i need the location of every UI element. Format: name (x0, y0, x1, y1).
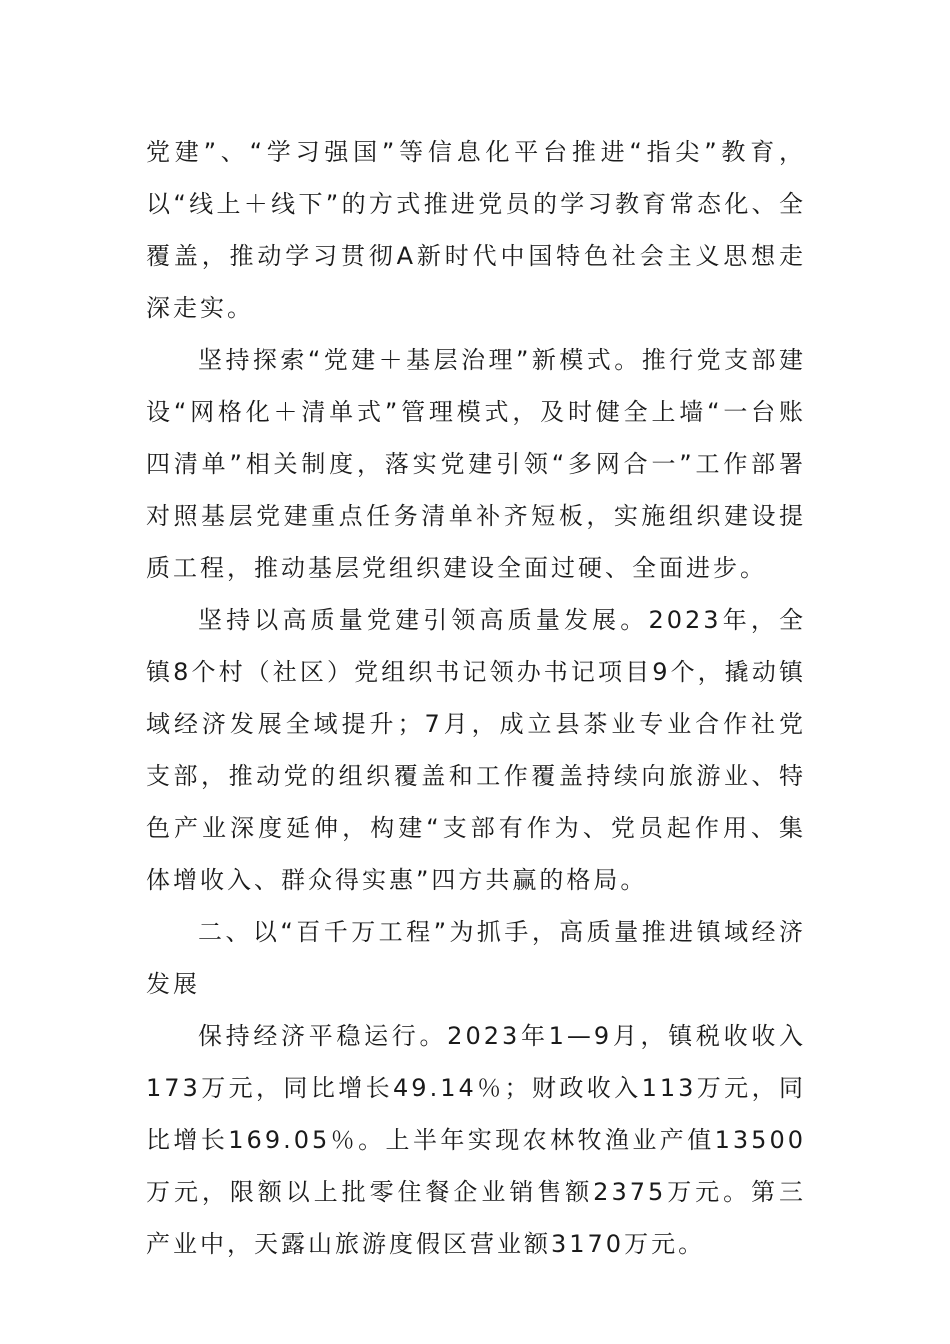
document-body (146, 126, 806, 1270)
paragraph-party-development: 坚持以高质量党建引领高质量发展。2023年，全镇8个村（社区）党组织书记领办书记项目9个，撬动镇域经济发展全域提升；7月，成立县茶业专业合作社党支部，推动党的组织覆盖和工作覆盖持续向旅游业、特色产业深度延伸，构建“支部有作为、党员起作用、集体增收入、群众得实惠”四方共赢的格局。 (146, 606, 806, 894)
paragraph-economy-stats: 保持经济平稳运行。2023年1—9月，镇税收收入173万元，同比增长49.14％；财政收入113万元，同比增长169.05％。上半年实现农林牧渔业产值13500万元，限额以上批零住餐企业销售额2375万元。第三产业中，天露山旅游度假区营业额3170万元。 (146, 1022, 806, 1258)
section-heading-economy: 二、以“百千万工程”为抓手，高质量推进镇域经济发展 (146, 918, 806, 998)
paragraph-party-governance: 坚持探索“党建＋基层治理”新模式。推行党支部建设“网格化＋清单式”管理模式，及时健全上墙“一台账四清单”相关制度，落实党建引领“多网合一”工作部署对照基层党建重点任务清单补齐短板，实施组织建设提质工程，推动基层党组织建设全面过硬、全面进步。 (146, 346, 806, 582)
paragraph-continuation: 党建”、“学习强国”等信息化平台推进“指尖”教育，以“线上＋线下”的方式推进党员的学习教育常态化、全覆盖，推动学习贯彻A新时代中国特色社会主义思想走深走实。 (146, 138, 806, 322)
